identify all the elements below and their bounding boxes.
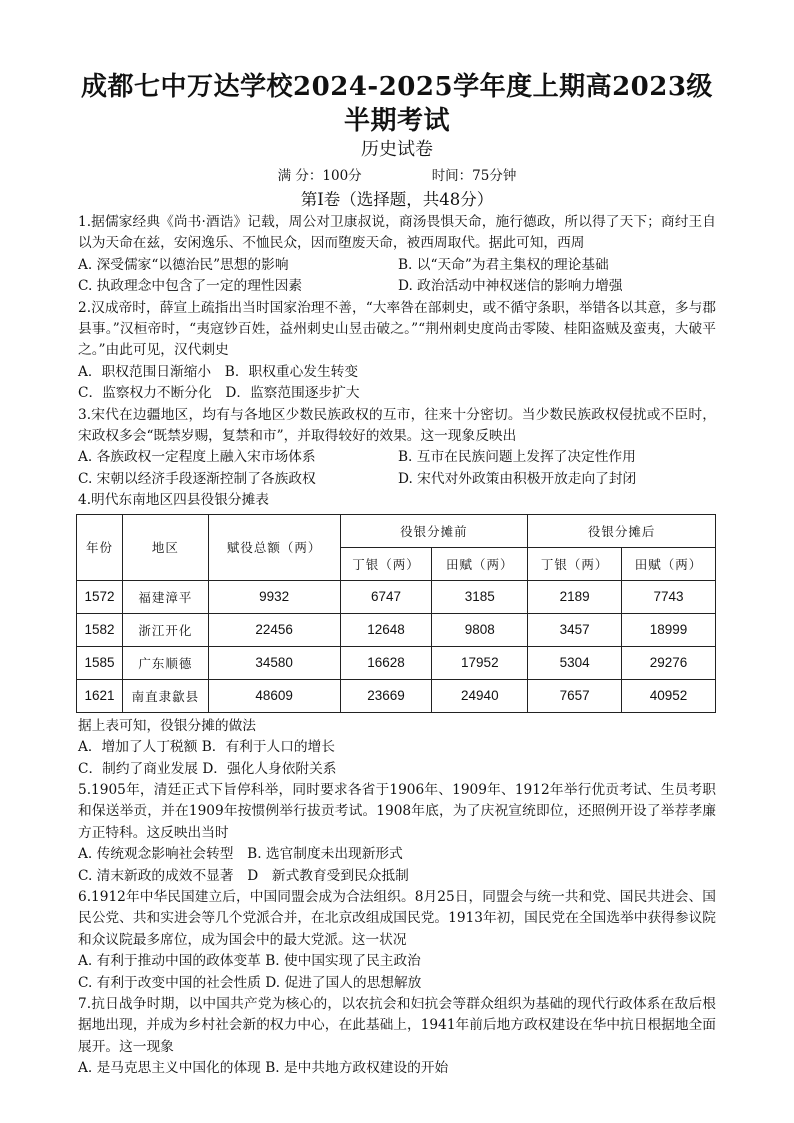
q4-options-cd: C．制约了商业发展 D．强化人身依附关系	[78, 760, 337, 777]
cell-tian-after: 29276	[622, 646, 716, 679]
header-tian-after: 田赋（两）	[622, 547, 716, 580]
header-ding-before: 丁银（两）	[340, 547, 432, 580]
cell-region: 浙江开化	[122, 613, 208, 646]
question-4-followup: 据上表可知，役银分摊的做法	[78, 717, 256, 734]
q1-option-b: B. 以“天命”为君主集权的理论基础	[398, 256, 609, 273]
cell-region: 福建漳平	[122, 580, 208, 613]
cell-tian-before: 9808	[432, 613, 528, 646]
question-4-stem: 4.明代东南地区四县役银分摊表	[78, 492, 269, 509]
q5-options-cd: C. 清末新政的成效不显著 D 新式教育受到民众抵制	[78, 867, 409, 884]
q3-option-b: B. 互市在民族问题上发挥了决定性作用	[398, 449, 636, 466]
q1-option-d: D. 政治活动中神权迷信的影响力增强	[398, 278, 623, 295]
q1-option-c: C. 执政理念中包含了一定的理性因素	[78, 278, 303, 295]
cell-region: 南直隶歙县	[122, 679, 208, 712]
header-year: 年份	[77, 514, 123, 580]
table-row	[77, 613, 716, 646]
table-row	[77, 679, 716, 712]
q1-option-a: A. 深受儒家“以德治民”思想的影响	[78, 256, 289, 273]
score-info: 满 分：100分	[277, 168, 362, 184]
question-4-options	[78, 737, 716, 780]
cell-tian-before: 24940	[432, 679, 528, 712]
question-3-options	[78, 447, 716, 490]
cell-ding-after: 7657	[528, 679, 622, 712]
question-7-options	[78, 1058, 716, 1079]
cell-tian-after: 18999	[622, 613, 716, 646]
cell-ding-before: 16628	[340, 646, 432, 679]
question-1-stem: 1.据儒家经典《尚书·酒诰》记载，周公对卫康叔说，商汤畏惧天命，施行德政，所以得了天下；商纣王自以为天命在兹，安闲逸乐、不恤民众，因而堕废天命，被西周取代。据此可知，西周	[78, 214, 716, 252]
exam-meta	[78, 166, 716, 186]
exam-title: 成都七中万达学校2024-2025学年度上期高2023级半期考试	[81, 72, 713, 136]
table-row	[77, 580, 716, 613]
header-total: 赋役总额（两）	[208, 514, 340, 580]
exam-subtitle: 历史试卷	[361, 139, 433, 160]
question-7-stem: 7.抗日战争时期，以中国共产党为核心的，以农抗会和妇抗会等群众组织为基础的现代行政体系在敌后根据地出现，并成为乡村社会新的权力中心，在此基础上，1941年前后地方政权建设在华中抗日根据地全面展开。这一现象	[78, 995, 716, 1055]
cell-ding-after: 2189	[528, 580, 622, 613]
q4-options-ab: A．增加了人丁税额 B．有利于人口的增长	[78, 739, 335, 756]
cell-ding-before: 12648	[340, 613, 432, 646]
time-info: 时间：75分钟	[431, 168, 517, 184]
question-5-options	[78, 844, 716, 887]
question-6-stem: 6.1912年中华民国建立后，中国同盟会成为合法组织。8月25日，同盟会与统一共和党、国民共进会、国民公党、共和实进会等几个党派合并，在北京改组成国民党。1913年初，国民党在全国选举中获得参议院和众议院最多席位，成为国会中的最大党派。这一状况	[78, 888, 716, 948]
cell-year: 1582	[77, 613, 123, 646]
q2-options-ab: A．职权范围日渐缩小 B．职权重心发生转变	[78, 363, 359, 380]
cell-year: 1621	[77, 679, 123, 712]
cell-ding-after: 5304	[528, 646, 622, 679]
header-ding-after: 丁银（两）	[528, 547, 622, 580]
q5-options-ab: A. 传统观念影响社会转型 B. 选官制度未出现新形式	[78, 846, 403, 863]
cell-tian-after: 40952	[622, 679, 716, 712]
cell-year: 1585	[77, 646, 123, 679]
question-2-stem: 2.汉成帝时，薛宣上疏指出当时国家治理不善，“大率咎在部刺史，或不循守条职，举错各以其意，多与郡县事。”汉桓帝时，“夷寇钞百姓，益州刺史山昱击破之。”“荆州刺史度尚击零陵、桂阳盗贼及蛮夷，大破平之。”由此可见，汉代刺史	[78, 299, 716, 359]
table-row	[77, 646, 716, 679]
cell-total: 34580	[208, 646, 340, 679]
cell-year: 1572	[77, 580, 123, 613]
q3-option-a: A. 各族政权一定程度上融入宋市场体系	[78, 449, 316, 466]
q2-options-cd: C．监察权力不断分化 D．监察范围逐步扩大	[78, 385, 360, 402]
question-5-stem: 5.1905年，清廷正式下旨停科举，同时要求各省于1906年、1909年、1912年举行优贡考试、生员考职和保送举贡，并在1909年按惯例举行拔贡考试。1908年底，为了庆祝宣统即位，还照例开设了举荐孝廉方正特科。这反映出当时	[78, 781, 716, 841]
q6-options-cd: C. 有利于改变中国的社会性质 D. 促进了国人的思想解放	[78, 974, 422, 991]
header-before: 役银分摊前	[340, 514, 528, 547]
header-after: 役银分摊后	[528, 514, 716, 547]
cell-tian-after: 7743	[622, 580, 716, 613]
question-1-options	[78, 255, 716, 298]
cell-tian-before: 3185	[432, 580, 528, 613]
q7-options-ab: A. 是马克思主义中国化的体现 B. 是中共地方政权建设的开始	[78, 1060, 449, 1077]
q3-option-c: C. 宋朝以经济手段逐渐控制了各族政权	[78, 470, 316, 487]
cell-total: 48609	[208, 679, 340, 712]
header-tian-before: 田赋（两）	[432, 547, 528, 580]
tax-table	[76, 514, 716, 713]
cell-ding-before: 6747	[340, 580, 432, 613]
cell-ding-after: 3457	[528, 613, 622, 646]
question-2-options	[78, 362, 716, 405]
cell-total: 22456	[208, 613, 340, 646]
section-heading: 第Ⅰ卷（选择题，共48分）	[300, 190, 494, 209]
q3-option-d: D. 宋代对外政策由积极开放走向了封闭	[398, 470, 637, 487]
cell-ding-before: 23669	[340, 679, 432, 712]
cell-total: 9932	[208, 580, 340, 613]
question-6-options	[78, 951, 716, 994]
question-3-stem: 3.宋代在边疆地区，均有与各地区少数民族政权的互市，往来十分密切。当少数民族政权侵扰或不臣时，宋政权多会“既禁岁赐，复禁和市”，并取得较好的效果。这一现象反映出	[78, 406, 716, 445]
cell-tian-before: 17952	[432, 646, 528, 679]
cell-region: 广东顺德	[122, 646, 208, 679]
q6-options-ab: A. 有利于推动中国的政体变革 B. 使中国实现了民主政治	[78, 953, 421, 970]
header-region: 地区	[122, 514, 208, 580]
